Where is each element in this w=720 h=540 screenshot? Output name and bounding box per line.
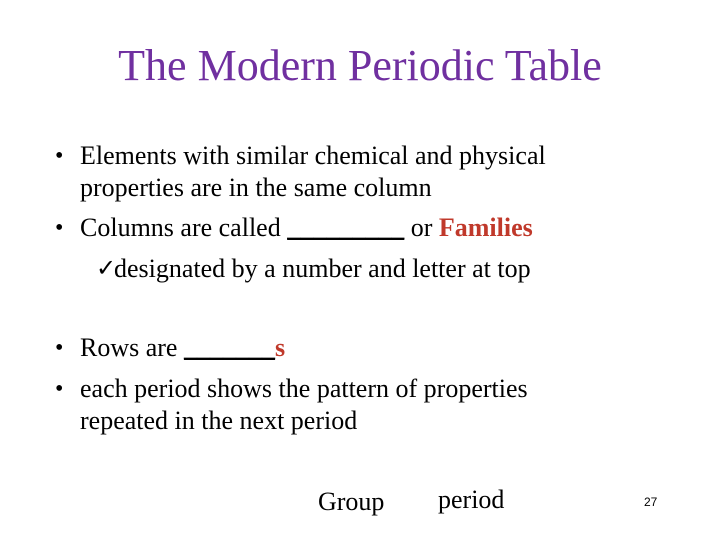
bullet-columns-middle: or	[404, 213, 439, 242]
bullet-marker: •	[55, 215, 64, 241]
slide-title: The Modern Periodic Table	[118, 41, 602, 90]
bullet-period-line-1: each period shows the pattern of properties	[80, 374, 528, 403]
word-group: Group	[318, 487, 385, 516]
sub-bullet-designated: designated by a number and letter at top	[114, 254, 531, 283]
fill-in-blank-columns: _________	[287, 213, 405, 242]
bullet-period-line-2: repeated in the next period	[80, 406, 358, 435]
bullet-rows	[80, 332, 285, 364]
rows-suffix: s	[274, 333, 286, 362]
checkmark-icon: ✓	[96, 256, 117, 282]
bullet-elements-line-1: Elements with similar chemical and physical	[80, 141, 546, 170]
page-number: 27	[644, 495, 658, 509]
bullet-columns-prefix: Columns are called	[80, 213, 288, 242]
fill-in-blank-rows: _______	[183, 333, 275, 362]
bullet-columns	[80, 212, 533, 244]
bullet-rows-prefix: Rows are	[80, 333, 184, 362]
bullet-marker: •	[55, 143, 64, 169]
word-period: period	[438, 485, 505, 514]
bullet-marker: •	[55, 376, 64, 402]
bullet-marker: •	[55, 335, 64, 361]
bullet-elements-line-2: properties are in the same column	[80, 173, 432, 202]
families-emphasis: Families	[438, 213, 533, 242]
